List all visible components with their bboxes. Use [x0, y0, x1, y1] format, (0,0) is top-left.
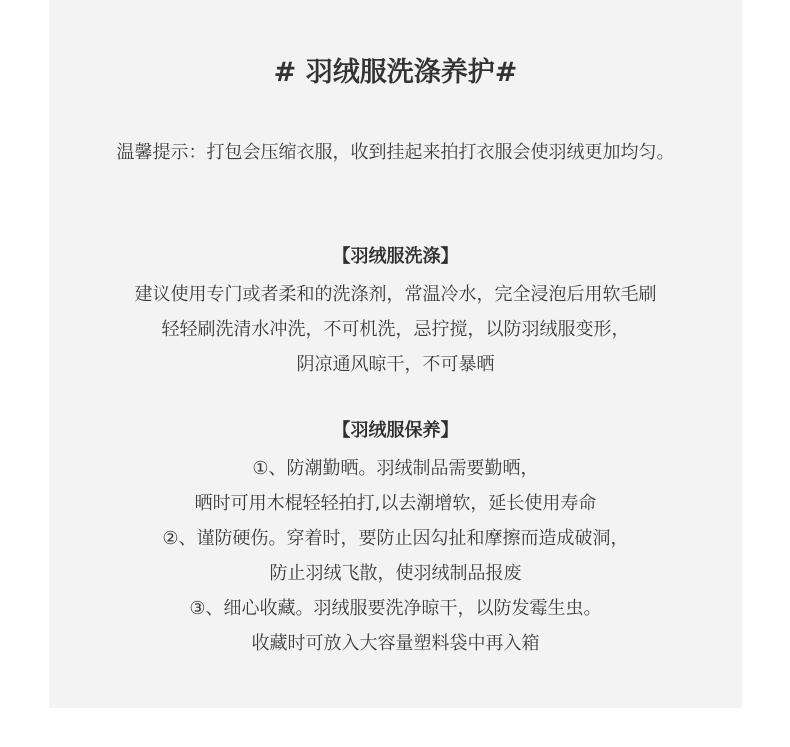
wash-heading: 【羽绒服洗涤】: [332, 246, 459, 267]
care-line: 防止羽绒飞散，使羽绒制品报废: [269, 563, 522, 584]
care-line: ②、谨防硬伤。穿着时，要防止因勾扯和摩擦而造成破洞，: [162, 528, 629, 549]
wash-line: 轻轻刷洗清水冲洗，不可机洗，忌拧搅，以防羽绒服变形，: [161, 319, 630, 340]
page-title: # 羽绒服洗涤养护#: [273, 57, 518, 88]
wash-line: 阴凉通风晾干，不可暴晒: [296, 354, 495, 375]
care-line: ①、防潮勤晒。羽绒制品需要勤晒，: [252, 458, 539, 479]
care-line: 收藏时可放入大容量塑料袋中再入箱: [251, 633, 540, 654]
care-section: [49, 416, 742, 661]
care-line: 晒时可用木棍轻轻拍打,以去潮增软，延长使用寿命: [194, 493, 597, 514]
wash-section: [49, 242, 742, 382]
tip-text: 温馨提示：打包会压缩衣服，收到挂起来拍打衣服会使羽绒更加均匀。: [116, 142, 675, 163]
content-card: [49, 0, 742, 708]
care-heading: 【羽绒服保养】: [332, 420, 459, 441]
care-line: ③、细心收藏。羽绒服要洗净晾干，以防发霉生虫。: [189, 598, 602, 619]
wash-line: 建议使用专门或者柔和的洗涤剂，常温冷水，完全浸泡后用软毛刷: [134, 284, 657, 305]
